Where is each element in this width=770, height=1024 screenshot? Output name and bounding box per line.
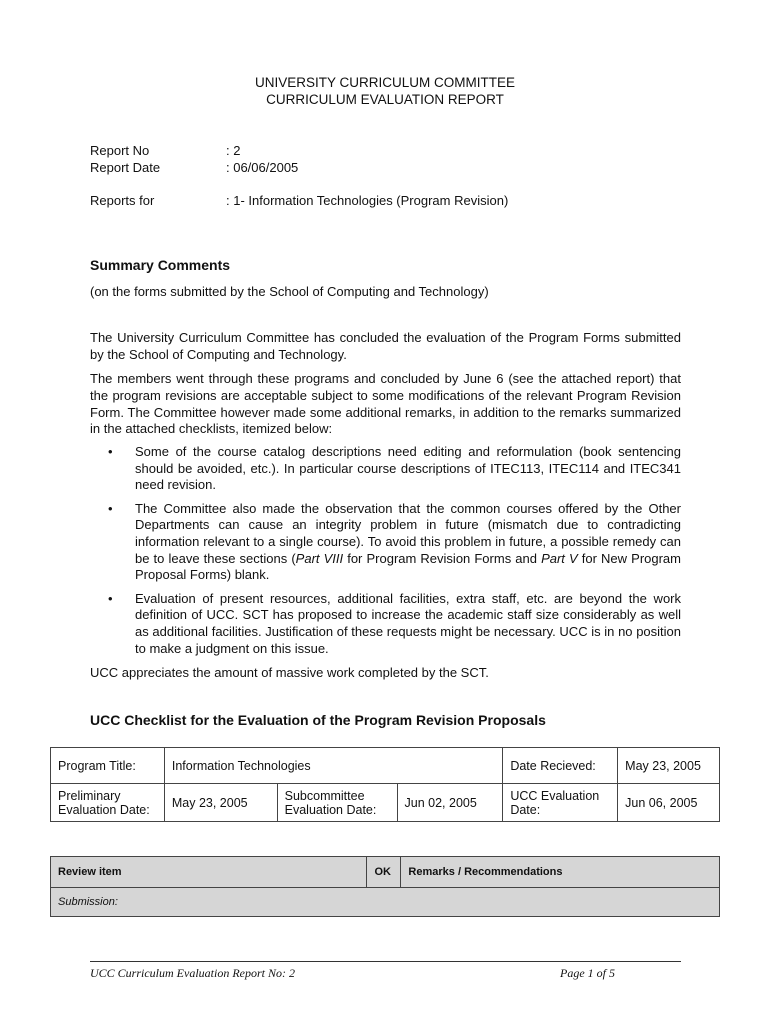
bullet-text-2b: for Program Revision Forms and [343, 550, 542, 566]
ucc-eval-label: UCC Evaluation Date: [503, 784, 618, 822]
checklist-heading: UCC Checklist for the Evaluation of the Program Revision Proposals [90, 712, 546, 728]
bullet-text-3: Evaluation of present resources, additional facilities, extra staff, etc. are beyond the work definition of UCC. SCT has proposed to increase the academic staff size considerably as well as additional facilities. Justification of these requests might be necessary. UCC is in no position to make a judgment on this issue. [135, 590, 681, 656]
col-ok: OK [367, 857, 401, 888]
date-received-label: Date Recieved: [503, 748, 618, 784]
subcommittee-eval-label: Subcommittee Evaluation Date: [277, 784, 397, 822]
bullet-text-2-italic-a: Part VIII [295, 550, 344, 566]
program-title-value: Information Technologies [164, 748, 502, 784]
bullet-icon: • [108, 444, 113, 459]
ucc-eval-value: Jun 06, 2005 [618, 784, 720, 822]
summary-subheading: (on the forms submitted by the School of Computing and Technology) [90, 284, 489, 299]
report-no-label: Report No [90, 143, 150, 158]
date-received-value: May 23, 2005 [618, 748, 720, 784]
prelim-eval-label: Preliminary Evaluation Date: [51, 784, 165, 822]
prelim-eval-value: May 23, 2005 [164, 784, 277, 822]
table-row [51, 888, 720, 917]
report-date-label: Report Date [90, 160, 161, 175]
list-item [108, 501, 681, 584]
review-table [50, 856, 720, 917]
bullet-text-2c: for New Program Proposal Forms) blank. [135, 550, 681, 583]
program-info-table [50, 747, 720, 822]
report-date-value: : 06/06/2005 [226, 160, 299, 175]
bullet-text-2a: The Committee also made the observation that the common courses offered by the Other Departments can cause an integrity problem in future (mismatch due to contradicting information relevant to a single course). To avoid this problem in future, a possible remedy can be to leave these sections ( [135, 500, 681, 566]
col-remarks: Remarks / Recommendations [401, 857, 720, 888]
col-review-item: Review item [51, 857, 367, 888]
summary-heading: Summary Comments [90, 257, 231, 273]
bullet-text-1: Some of the course catalog descriptions need editing and reformulation (book sentencing should be avoided, etc.). In particular course descriptions of ITEC113, ITEC114 and ITEC341 need revision. [135, 444, 681, 493]
remarks-list [108, 444, 681, 664]
reports-for-value: : 1- Information Technologies (Program Revision) [226, 193, 509, 208]
bullet-text-2-italic-b: Part V [541, 550, 578, 566]
summary-paragraph-1: The University Curriculum Committee has concluded the evaluation of the Program Forms submitted by the School of Computing and Technology. [90, 330, 681, 362]
title-line-1: UNIVERSITY CURRICULUM COMMITTEE [254, 75, 515, 90]
footer-page-number: Page 1 of 5 [560, 966, 615, 980]
footer-left: UCC Curriculum Evaluation Report No: 2 [90, 966, 295, 980]
subcommittee-eval-value: Jun 02, 2005 [397, 784, 503, 822]
document-title [0, 74, 770, 108]
table-header-row [51, 857, 720, 888]
bullet-icon: • [108, 500, 113, 516]
closing-statement: UCC appreciates the amount of massive work completed by the SCT. [90, 665, 489, 680]
report-no-value: : 2 [226, 143, 241, 158]
list-item [108, 444, 681, 494]
title-line-2: CURRICULUM EVALUATION REPORT [266, 92, 504, 107]
submission-row: Submission: [51, 888, 720, 917]
list-item [108, 591, 681, 657]
bullet-icon: • [108, 590, 113, 606]
footer-divider [90, 961, 681, 962]
program-title-label: Program Title: [51, 748, 165, 784]
summary-paragraph-2: The members went through these programs and concluded by June 6 (see the attached report) that the program revisions are acceptable subject to some modifications of the relevant Program Revision Form. The Committee however made some additional remarks, in addition to the remarks summarized in the attached checklists, itemized below: [90, 371, 681, 437]
reports-for-label: Reports for [90, 193, 155, 208]
